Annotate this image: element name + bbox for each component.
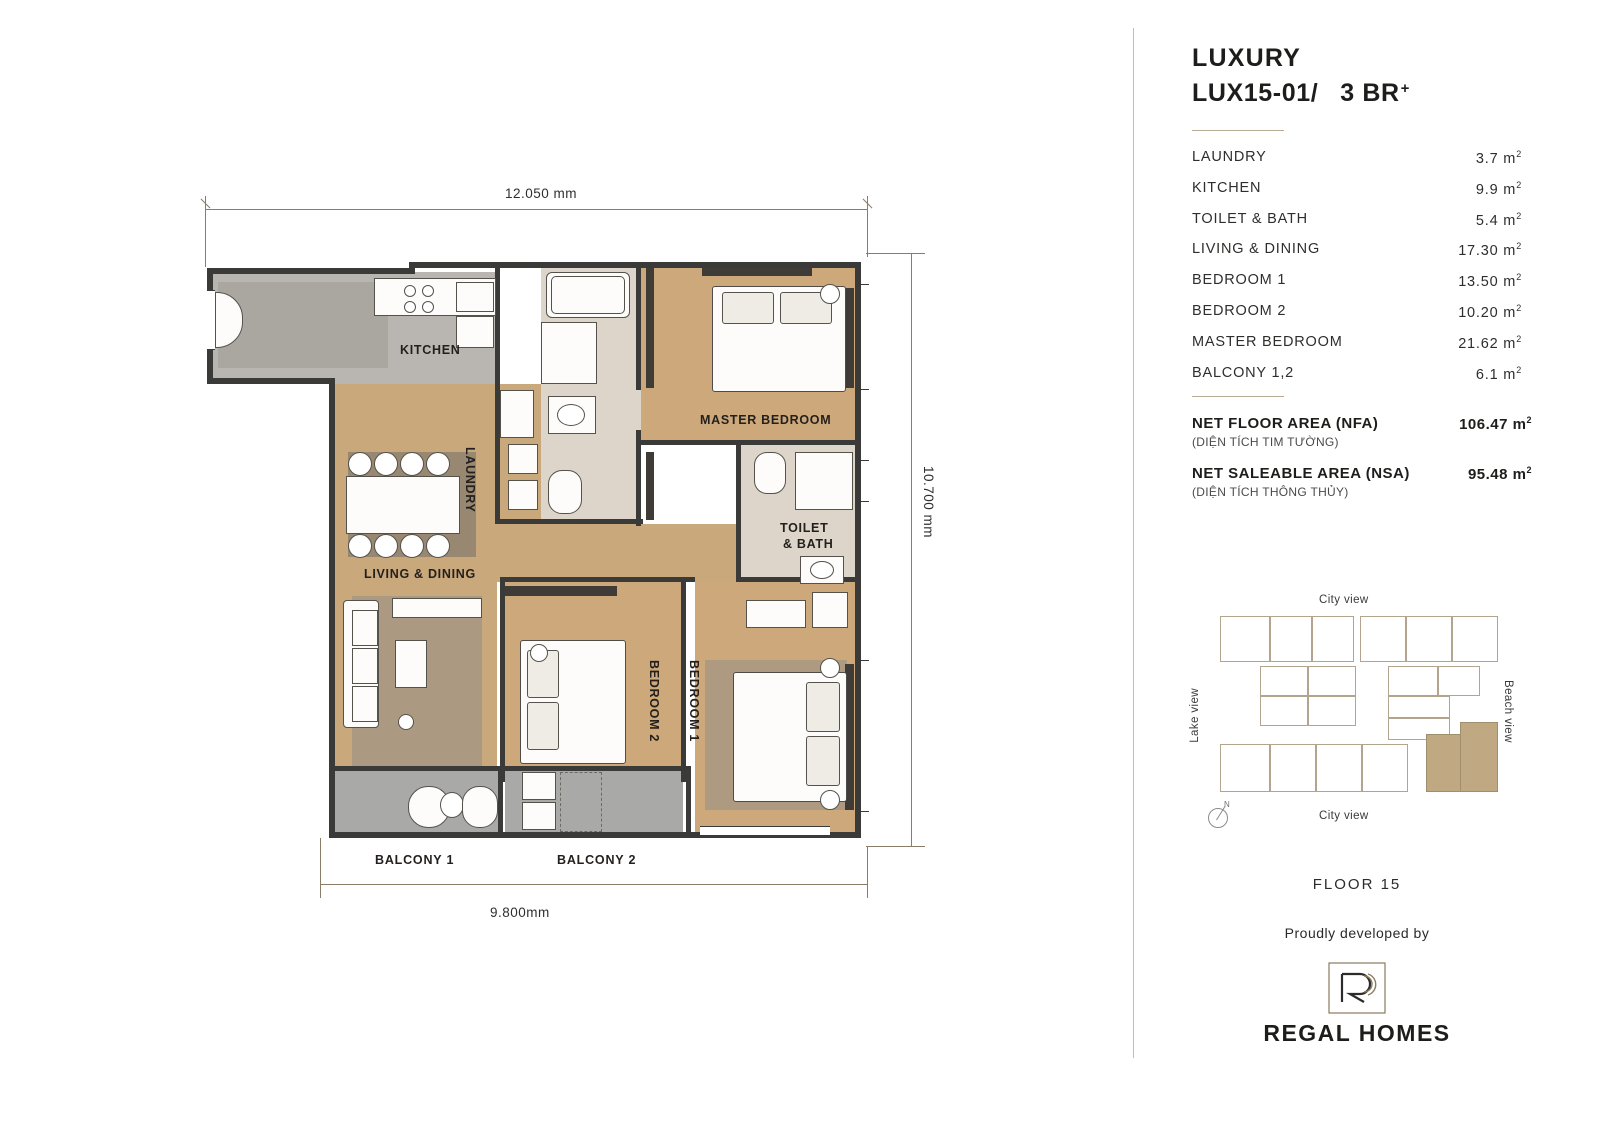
side-table (398, 714, 414, 730)
bedroom2-lamp (530, 644, 548, 662)
balcony-chair-2 (462, 786, 498, 828)
wall-master-bottom (641, 440, 859, 445)
wall-balcony2-right (686, 766, 691, 838)
area-row (1192, 272, 1522, 290)
dining-chair-5 (348, 534, 372, 558)
sofa-cushion-1 (352, 610, 378, 646)
developer-logo (1192, 962, 1522, 1047)
master-wardrobe (646, 268, 654, 388)
floor-label: FLOOR 15 (1312, 876, 1402, 893)
key-plan-unit[interactable] (1312, 616, 1354, 662)
bedroom1-pillow-1 (806, 682, 840, 732)
key-plan-unit[interactable] (1220, 616, 1270, 662)
kitchen-cabinet (456, 316, 494, 348)
sofa-cushion-2 (352, 648, 378, 684)
room-label-bedroom-1: BEDROOM 1 (687, 660, 701, 743)
room-label-balcony-1: BALCONY 1 (375, 853, 455, 867)
total-nfa-label: NET FLOOR AREA (NFA) (1192, 414, 1379, 432)
area-value: 6.1 $m^2$ (1475, 364, 1522, 383)
stove-burner-2 (422, 285, 434, 297)
key-plan-unit[interactable] (1270, 744, 1316, 792)
dining-chair-3 (400, 452, 424, 476)
area-row (1192, 334, 1522, 352)
master-toilet (548, 470, 582, 514)
key-plan-left-label: Lake view (1189, 688, 1201, 743)
area-name: LAUNDRY (1192, 149, 1267, 165)
dining-table (346, 476, 460, 534)
total-nsa-sub: (DIỆN TÍCH THÔNG THỦY) (1192, 484, 1349, 499)
area-row (1192, 365, 1522, 383)
key-plan-bottom-label: City view (1319, 810, 1369, 822)
wall-balcony-top (334, 766, 684, 771)
bedroom1-lamp-2 (820, 790, 840, 810)
unit-code: LUX15-01/ (1192, 79, 1319, 107)
shower-2 (795, 452, 853, 510)
coffee-table (395, 640, 427, 688)
compass-icon (1204, 802, 1234, 832)
area-value: 13.50 $m^2$ (1458, 272, 1522, 291)
window-master (861, 284, 869, 390)
dimension-bottom-ext-right (867, 846, 868, 884)
area-name: BALCONY 1,2 (1192, 364, 1295, 381)
dining-chair-1 (348, 452, 372, 476)
storage-2 (812, 592, 848, 628)
totals-section (1192, 415, 1532, 499)
master-nightstand-lamp (820, 284, 840, 304)
hall-floor (495, 524, 740, 582)
dimension-right-line (911, 253, 912, 846)
balcony-unit-2 (522, 802, 556, 830)
key-plan-unit[interactable] (1220, 744, 1270, 792)
area-name: BEDROOM 2 (1192, 303, 1287, 320)
key-plan-unit[interactable] (1406, 616, 1452, 662)
laundry-machine-1 (508, 444, 538, 474)
dining-chair-4 (426, 452, 450, 476)
bedroom1-pillow-2 (806, 736, 840, 786)
total-nsa-value: 95.48 $m^2$ (1467, 464, 1532, 483)
dining-chair-2 (374, 452, 398, 476)
area-name: KITCHEN (1192, 179, 1262, 196)
key-plan-unit[interactable] (1452, 616, 1498, 662)
key-plan (1189, 580, 1522, 840)
key-plan-diagram (1220, 616, 1496, 798)
room-label-bath: & BATH (783, 537, 834, 551)
bedroom2-pillow-2 (527, 702, 559, 750)
unit-type-superscript: + (1400, 80, 1411, 97)
kitchen-sink (456, 282, 494, 312)
dimension-right-label: 10.700 mm (921, 466, 936, 539)
dimension-top-line (205, 209, 868, 210)
area-row (1192, 211, 1522, 229)
dimension-bottom-label: 9.800mm (490, 905, 550, 920)
window-toilet (861, 460, 869, 502)
dimension-bottom-line (320, 884, 868, 885)
balcony-table (440, 792, 464, 818)
key-plan-current-unit-b[interactable] (1460, 722, 1498, 792)
sofa-cushion-3 (352, 686, 378, 722)
balcony-unit-1 (522, 772, 556, 800)
window-kitchen (207, 290, 215, 350)
unit-type: 3 BR (1340, 79, 1400, 107)
regal-homes-mark-icon (1328, 962, 1386, 1014)
vanity-basin (557, 404, 585, 426)
dimension-right-ext-bottom (866, 846, 912, 847)
key-plan-unit[interactable] (1438, 666, 1480, 696)
regal-r-icon (1328, 962, 1386, 1014)
key-plan-unit[interactable] (1362, 744, 1408, 792)
tv-console (392, 598, 482, 618)
area-name: MASTER BEDROOM (1192, 333, 1343, 350)
wall-bedroom2-left (500, 577, 505, 782)
dining-chair-8 (426, 534, 450, 558)
unit-code-line (1192, 79, 1532, 108)
compass-north-label: N (1224, 800, 1230, 809)
key-plan-unit[interactable] (1270, 616, 1312, 662)
window-bedroom1-bottom (700, 826, 830, 836)
key-plan-current-unit[interactable] (1426, 734, 1462, 792)
dimension-top-ext-right (867, 209, 868, 257)
key-plan-unit[interactable] (1260, 666, 1308, 696)
developer-name: REGAL HOMES (1263, 1020, 1451, 1046)
dining-chair-6 (374, 534, 398, 558)
key-plan-unit[interactable] (1360, 616, 1406, 662)
wall-balcony-divider (498, 766, 503, 838)
dimension-top-ext-left (205, 209, 206, 267)
toilet-2 (754, 452, 786, 494)
key-plan-right-label: Beach view (1502, 680, 1514, 743)
area-value: 3.7 $m^2$ (1475, 149, 1522, 167)
stove-burner-4 (422, 301, 434, 313)
area-name: TOILET & BATH (1192, 210, 1308, 227)
area-value: 21.62 $m^2$ (1458, 333, 1522, 352)
wall-kitchen-bottom (207, 378, 335, 384)
area-value: 5.4 $m^2$ (1475, 210, 1522, 229)
key-plan-unit[interactable] (1388, 696, 1450, 718)
panel-divider (1133, 28, 1134, 1058)
corridor-wardrobe (646, 452, 654, 520)
total-nfa (1192, 415, 1532, 449)
area-value: 17.30 $m^2$ (1458, 241, 1522, 260)
toilet-2-counter (746, 600, 806, 628)
total-nfa-sub: (DIỆN TÍCH TIM TƯỜNG) (1192, 434, 1339, 449)
area-row (1192, 303, 1522, 321)
key-plan-unit[interactable] (1388, 666, 1438, 696)
stove-burner-3 (404, 301, 416, 313)
total-nfa-value: 106.47 $m^2$ (1459, 414, 1532, 433)
area-row (1192, 149, 1522, 167)
sink-2-basin (810, 561, 834, 579)
room-label-master-bedroom: MASTER BEDROOM (700, 413, 832, 427)
key-plan-unit[interactable] (1308, 666, 1356, 696)
key-plan-top-label: City view (1319, 594, 1369, 606)
panel-rule-top (1192, 130, 1284, 131)
room-label-living-dining: LIVING & DINING (364, 567, 476, 581)
dimension-top-label: 12.050 mm (505, 186, 578, 201)
dimension-right-ext-top (866, 253, 912, 254)
bedroom2-wardrobe (505, 586, 617, 596)
area-name: BEDROOM 1 (1192, 272, 1287, 289)
window-bedroom1 (861, 660, 869, 812)
total-nsa-label: NET SALEABLE AREA (NSA) (1192, 464, 1410, 482)
laundry-cabinet (500, 390, 534, 438)
panel-rule-bottom (1192, 396, 1284, 397)
area-name: LIVING & DINING (1192, 241, 1321, 258)
room-label-bedroom-2: BEDROOM 2 (647, 660, 661, 743)
wall-between-bedrooms (681, 577, 686, 782)
key-plan-unit[interactable] (1308, 696, 1356, 726)
balcony-drying-area (560, 772, 602, 832)
key-plan-unit[interactable] (1316, 744, 1362, 792)
dimension-bottom-ext-left (320, 838, 321, 884)
area-row (1192, 241, 1522, 259)
room-label-kitchen: KITCHEN (400, 343, 461, 357)
area-schedule (1192, 149, 1522, 383)
master-pillow-1 (722, 292, 774, 324)
info-panel (1192, 44, 1532, 515)
developer-prefix: Proudly developed by (1284, 925, 1430, 941)
shower-area (541, 322, 597, 384)
room-label-laundry: LAUNDRY (463, 447, 477, 513)
area-value: 9.9 $m^2$ (1475, 179, 1522, 198)
wall-toilet-left (736, 440, 741, 582)
bathtub-inner (551, 276, 625, 314)
kitchen-texture (218, 282, 388, 368)
wall-bath-right-upper (636, 268, 641, 390)
area-value: 10.20 $m^2$ (1458, 303, 1522, 321)
room-label-toilet: TOILET (780, 521, 829, 535)
stove-burner-1 (404, 285, 416, 297)
key-plan-unit[interactable] (1260, 696, 1308, 726)
master-headboard (702, 268, 812, 276)
bedroom1-lamp-1 (820, 658, 840, 678)
laundry-machine-2 (508, 480, 538, 510)
room-label-balcony-2: BALCONY 2 (557, 853, 637, 867)
total-nsa (1192, 465, 1532, 499)
wall-top-left (207, 268, 415, 274)
wall-bedrooms-top (500, 577, 695, 582)
dining-chair-7 (400, 534, 424, 558)
wall-bath-bottom (495, 519, 643, 524)
panel-title: LUXURY (1192, 44, 1302, 72)
area-row (1192, 180, 1522, 198)
